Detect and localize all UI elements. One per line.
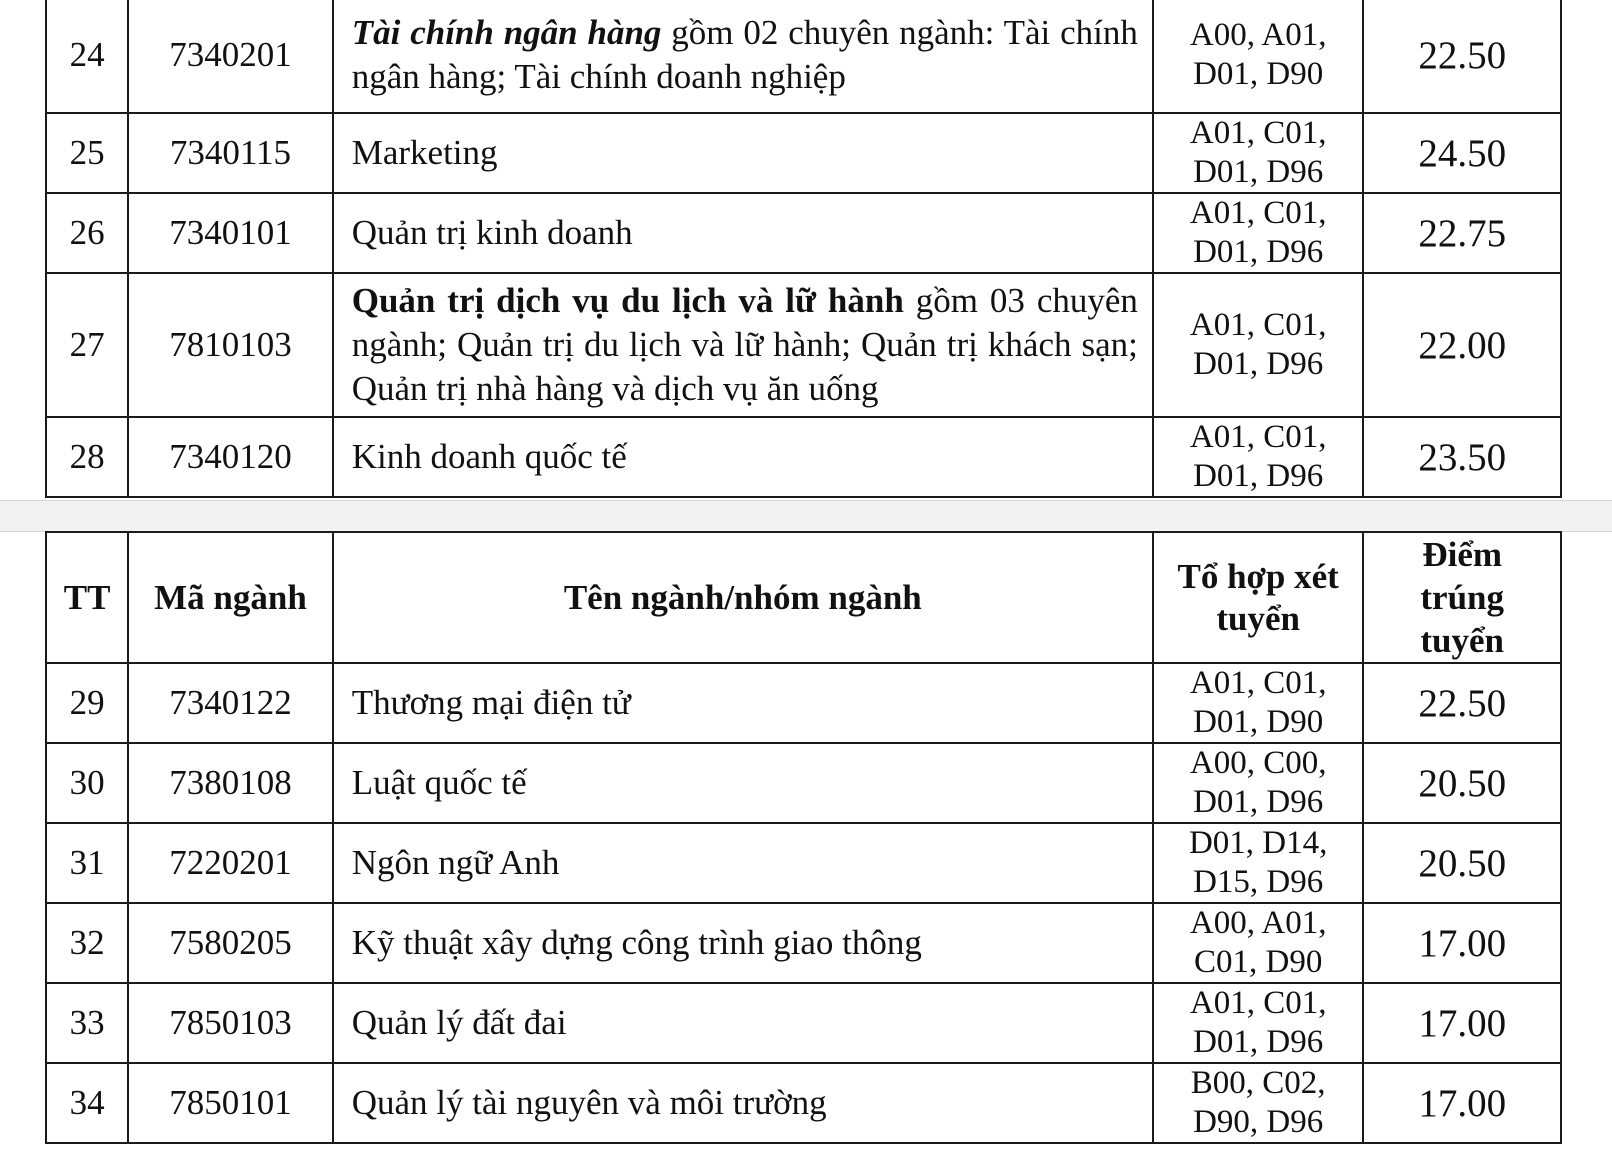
header-major-code: Mã ngành (128, 532, 333, 663)
row-tt: 24 (46, 0, 128, 113)
row-major-name: Quản lý đất đai (333, 983, 1153, 1063)
row-major-code: 7340101 (128, 193, 333, 273)
combo-line: D01, D96 (1193, 458, 1324, 494)
major-name-emphasis: Tài chính ngân hàng (351, 13, 662, 52)
row-subject-combos (1153, 113, 1364, 193)
combo-line: D01, D96 (1193, 154, 1324, 190)
combo-line: A01, C01, (1189, 665, 1327, 701)
row-major-name: Quản trị kinh doanh (333, 193, 1153, 273)
admission-table-top (45, 0, 1562, 498)
table-row (46, 663, 1561, 743)
combo-line: D15, D96 (1193, 864, 1324, 900)
row-tt: 30 (46, 743, 128, 823)
row-score: 23.50 (1363, 417, 1561, 497)
row-tt: 31 (46, 823, 128, 903)
row-major-code: 7580205 (128, 903, 333, 983)
combo-line: A01, C01, (1189, 419, 1327, 455)
row-tt: 32 (46, 903, 128, 983)
row-subject-combos (1153, 417, 1364, 497)
table-row (46, 0, 1561, 113)
row-major-name: Quản lý tài nguyên và môi trường (333, 1063, 1153, 1143)
row-tt: 26 (46, 193, 128, 273)
combo-line: A00, C00, (1189, 745, 1327, 781)
table-row (46, 193, 1561, 273)
table-row (46, 903, 1561, 983)
row-major-code: 7340115 (128, 113, 333, 193)
combo-line: D01, D14, (1188, 825, 1328, 861)
table-row (46, 743, 1561, 823)
combo-line: C01, D90 (1193, 944, 1323, 980)
row-tt: 29 (46, 663, 128, 743)
row-subject-combos (1153, 823, 1364, 903)
combo-line: D01, D96 (1193, 234, 1324, 270)
row-major-code: 7220201 (128, 823, 333, 903)
header-subject-combos (1153, 532, 1364, 663)
header-major-name: Tên ngành/nhóm ngành (333, 532, 1153, 663)
row-subject-combos (1153, 193, 1364, 273)
combo-line: D01, D90 (1193, 56, 1324, 92)
header-tt: TT (46, 532, 128, 663)
row-major-name: Marketing (333, 113, 1153, 193)
major-name-text: gồm 03 chuyên ngành; Quản trị du lịch và lữ hành; Quản trị khách sạn; Quản trị nhà hàng và dịch vụ ăn uống (351, 281, 1138, 408)
row-score: 22.75 (1363, 193, 1561, 273)
combo-line: A01, C01, (1189, 115, 1327, 151)
row-major-name: Luật quốc tế (333, 743, 1153, 823)
table-row (46, 823, 1561, 903)
row-subject-combos (1153, 743, 1364, 823)
combo-line: A01, C01, (1189, 195, 1327, 231)
table-row (46, 417, 1561, 497)
row-score: 17.00 (1363, 1063, 1561, 1143)
combo-line: B00, C02, (1190, 1065, 1326, 1101)
row-tt: 27 (46, 273, 128, 417)
combo-line: D01, D96 (1193, 784, 1324, 820)
header-line: tuyển (1420, 621, 1505, 660)
admission-table-bottom (45, 531, 1562, 1144)
row-major-code: 7340122 (128, 663, 333, 743)
row-major-name: Ngôn ngữ Anh (333, 823, 1153, 903)
table-header-row (46, 532, 1561, 663)
row-major-code: 7380108 (128, 743, 333, 823)
row-score: 17.00 (1363, 903, 1561, 983)
table-row (46, 113, 1561, 193)
row-subject-combos (1153, 1063, 1364, 1143)
row-score: 20.50 (1363, 823, 1561, 903)
header-line: tuyển (1216, 598, 1300, 638)
table-row (46, 983, 1561, 1063)
row-tt: 34 (46, 1063, 128, 1143)
row-major-code: 7850101 (128, 1063, 333, 1143)
row-major-name: Kỹ thuật xây dựng công trình giao thông (333, 903, 1153, 983)
row-subject-combos (1153, 273, 1364, 417)
combo-line: A00, A01, (1189, 17, 1327, 53)
table-row (46, 1063, 1561, 1143)
combo-line: A01, C01, (1189, 307, 1327, 343)
row-major-name: Thương mại điện tử (333, 663, 1153, 743)
page-break-divider (0, 500, 1612, 532)
row-subject-combos (1153, 903, 1364, 983)
header-line: Tổ hợp xét (1177, 556, 1339, 596)
combo-line: D01, D90 (1193, 704, 1324, 740)
row-score: 22.50 (1363, 0, 1561, 113)
combo-line: D01, D96 (1193, 1024, 1324, 1060)
major-name-text: gồm 02 chuyên ngành: Tài chính ngân hàng; Tài chính doanh nghiệp (351, 13, 1138, 96)
row-score: 22.00 (1363, 273, 1561, 417)
combo-line: A00, A01, (1189, 905, 1327, 941)
row-major-code: 7810103 (128, 273, 333, 417)
row-subject-combos (1153, 0, 1364, 113)
row-major-name (333, 0, 1153, 113)
table-row (46, 273, 1561, 417)
row-score: 24.50 (1363, 113, 1561, 193)
row-major-code: 7340120 (128, 417, 333, 497)
row-tt: 28 (46, 417, 128, 497)
combo-line: D01, D96 (1193, 346, 1324, 382)
row-subject-combos (1153, 983, 1364, 1063)
row-major-code: 7340201 (128, 0, 333, 113)
row-tt: 25 (46, 113, 128, 193)
header-line: Điểm (1422, 535, 1503, 574)
row-major-name: Kinh doanh quốc tế (333, 417, 1153, 497)
header-score (1363, 532, 1561, 663)
major-name-emphasis: Quản trị dịch vụ du lịch và lữ hành (351, 281, 904, 320)
row-major-name (333, 273, 1153, 417)
row-subject-combos (1153, 663, 1364, 743)
row-score: 17.00 (1363, 983, 1561, 1063)
combo-line: A01, C01, (1189, 985, 1327, 1021)
combo-line: D90, D96 (1193, 1104, 1324, 1140)
header-line: trúng (1420, 578, 1505, 617)
row-tt: 33 (46, 983, 128, 1063)
row-major-code: 7850103 (128, 983, 333, 1063)
row-score: 20.50 (1363, 743, 1561, 823)
row-score: 22.50 (1363, 663, 1561, 743)
